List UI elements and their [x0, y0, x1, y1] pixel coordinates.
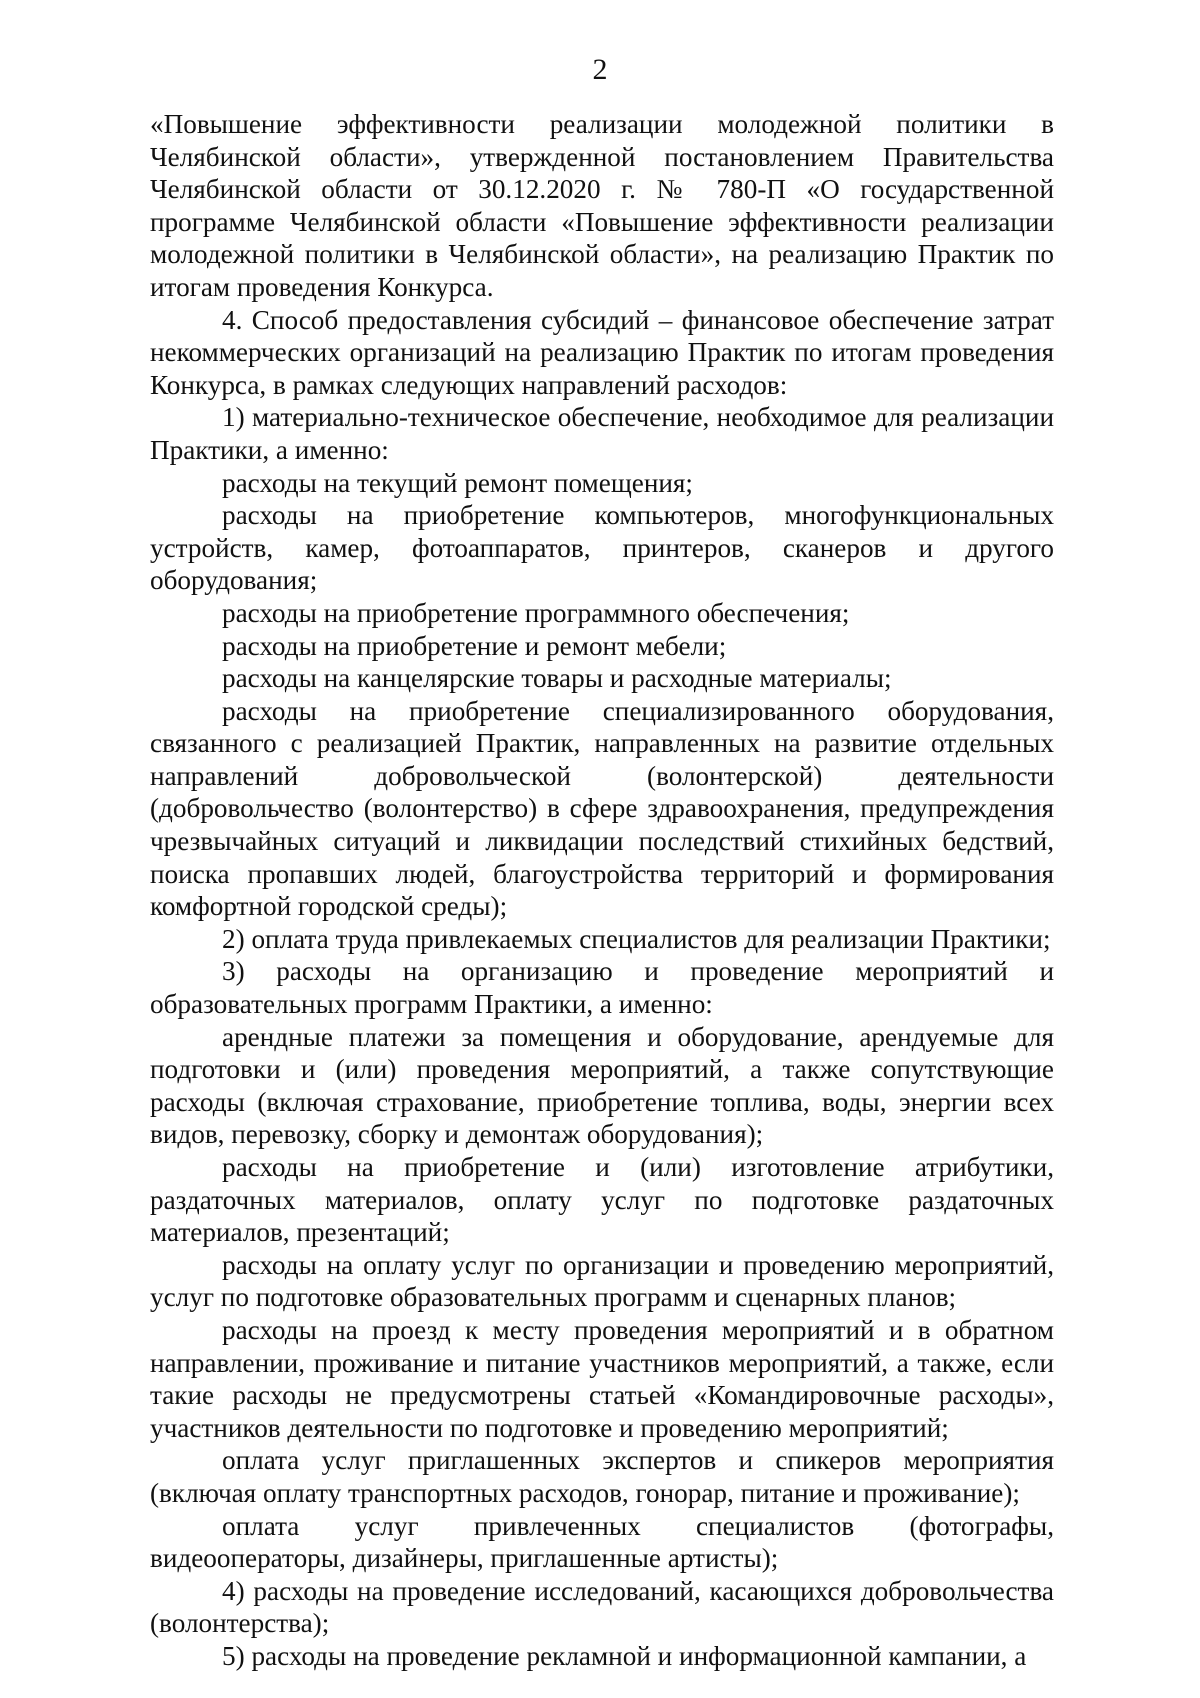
list-item: расходы на канцелярские товары и расходные материалы; [222, 663, 892, 694]
list-item: расходы на проезд к месту проведения мероприятий и в обратном направлении, проживание и питание участников мероприятий, а также, если такие расходы не предусмотрены статьей «Командировочные расходы», участников деятельности по подготовке и проведению мероприятий; [150, 1314, 1054, 1443]
list-item: 5) расходы на проведение рекламной и информационной кампании, а [222, 1640, 1027, 1671]
page-number: 2 [592, 53, 608, 86]
paragraph: «Повышение эффективности реализации молодежной политики в Челябинской области», утвержденной постановлением Правительства Челябинской области от 30.12.2020 г. № 780-П «О государственной программе Челябинской области «Повышение эффективности реализации молодежной политики в Челябинской области», на реализацию Практик по итогам проведения Конкурса. [150, 109, 1054, 302]
paragraph: 4. Способ предоставления субсидий – финансовое обеспечение затрат некоммерческих организаций на реализацию Практик по итогам проведения Конкурса, в рамках следующих направлений расходов: [150, 304, 1054, 400]
list-item: 4) расходы на проведение исследований, касающихся добровольчества (волонтерства); [150, 1575, 1054, 1639]
list-item: 2) оплата труда привлекаемых специалистов для реализации Практики; [222, 923, 1051, 954]
list-item: расходы на приобретение компьютеров, многофункциональных устройств, камер, фотоаппаратов, принтеров, сканеров и другого оборудования; [150, 500, 1054, 596]
list-item: оплата услуг приглашенных экспертов и спикеров мероприятия (включая оплату транспортных расходов, гонорар, питание и проживание); [150, 1445, 1054, 1508]
list-item: расходы на оплату услуг по организации и проведению мероприятий, услуг по подготовке образовательных программ и сценарных планов; [150, 1249, 1054, 1313]
list-item: арендные платежи за помещения и оборудование, арендуемые для подготовки и (или) проведения мероприятий, а также сопутствующие расходы (включая страхование, приобретение топлива, воды, энергии всех видов, перевозку, сборку и демонтаж оборудования); [150, 1021, 1054, 1150]
list-item: расходы на приобретение и ремонт мебели; [222, 630, 727, 661]
list-item: оплата услуг привлеченных специалистов (фотографы, видеооператоры, дизайнеры, приглашенные артисты); [150, 1510, 1054, 1574]
list-item: 1) материально-техническое обеспечение, необходимое для реализации Практики, а именно: [150, 402, 1054, 465]
list-item: 3) расходы на организацию и проведение мероприятий и образовательных программ Практики, а именно: [150, 956, 1054, 1020]
list-item: расходы на приобретение программного обеспечения; [222, 597, 850, 628]
list-item: расходы на приобретение и (или) изготовление атрибутики, раздаточных материалов, оплату услуг по подготовке раздаточных материалов, презентаций; [150, 1152, 1054, 1248]
document-body [150, 108, 1054, 1673]
list-item: расходы на приобретение специализированного оборудования, связанного с реализацией Практик, направленных на развитие отдельных направлений добровольческой (волонтерской) деятельности (добровольчество (волонтерство) в сфере здравоохранения, предупреждения чрезвычайных ситуаций и ликвидации последствий стихийных бедствий, поиска пропавших людей, благоустройства территорий и формирования комфортной городской среды); [150, 695, 1054, 922]
list-item: расходы на текущий ремонт помещения; [222, 467, 693, 498]
